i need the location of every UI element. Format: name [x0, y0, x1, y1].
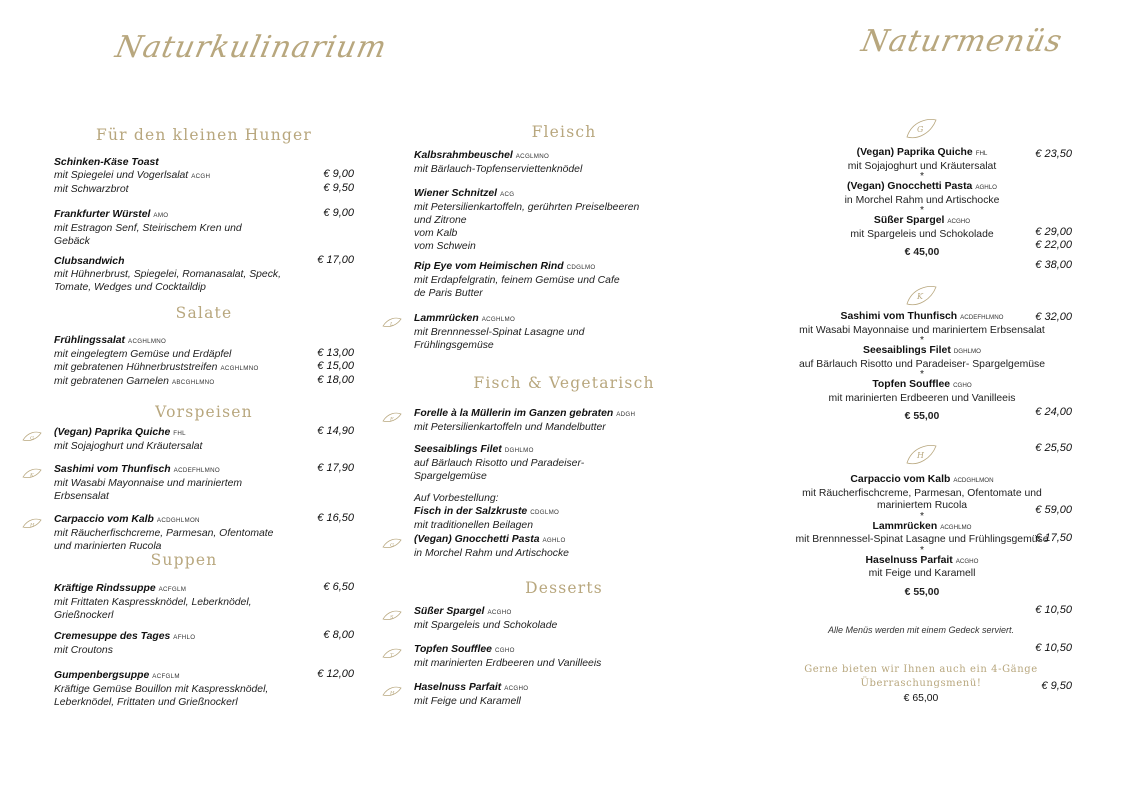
- course-description: mit Sojajoghurt und Kräutersalat: [847, 160, 997, 172]
- dish-description: mit gebratenen Garnelen: [54, 376, 169, 387]
- allergen-code: FHL: [173, 430, 186, 437]
- course-name: Lammrücken: [872, 520, 938, 532]
- svg-text:K: K: [30, 472, 34, 479]
- dish-description: mit Brennnessel-Spinat Lasagne und: [414, 327, 585, 338]
- title-naturmenues: Naturmenüs: [858, 24, 1066, 59]
- dish-price: € 23,50: [1035, 148, 1072, 160]
- dish-price: € 17,90: [317, 462, 354, 474]
- svg-text:T: T: [390, 652, 394, 659]
- allergen-code: ACGHO: [947, 218, 971, 225]
- dish-price: € 12,00: [317, 668, 354, 680]
- svg-text:F: F: [390, 416, 394, 423]
- menu-badge-icon: [904, 284, 938, 308]
- svg-text:K: K: [917, 292, 923, 301]
- dish-price: € 38,00: [1035, 259, 1072, 271]
- course-description: mit Feige und Karamell: [868, 568, 976, 579]
- course-name: (Vegan) Paprika Quiche: [856, 147, 973, 158]
- allergen-code: ACDEFHLMNO: [173, 467, 220, 474]
- dish-description: vom Kalb: [414, 228, 458, 239]
- section-salate: Salate: [175, 304, 233, 322]
- dish-description: mit marinierten Erdbeeren und Vanilleeis: [414, 658, 602, 669]
- menu-block: [780, 311, 1064, 424]
- dish-price: € 15,00: [317, 360, 354, 372]
- menu-price: € 55,00: [904, 586, 940, 598]
- course-description: mit marinierten Erdbeeren und Vanilleeis: [828, 392, 1016, 404]
- menu-course: [780, 345, 1064, 371]
- allergen-code: FHL: [975, 150, 988, 157]
- dish-price: € 29,00: [1035, 226, 1072, 238]
- course-name: (Vegan) Gnocchetti Pasta: [847, 181, 973, 192]
- allergen-code: ACDGHLMON: [953, 477, 994, 484]
- dish-name: Haselnuss Parfait: [414, 682, 502, 693]
- dish-description: Erbsensalat: [54, 491, 109, 502]
- dish-price: € 10,50: [1035, 604, 1072, 616]
- section-fisch: Fisch & Vegetarisch: [473, 374, 655, 392]
- dish-description: mit Wasabi Mayonnaise und mariniertem: [54, 478, 243, 489]
- dish-description: mit Sojajoghurt und Kräutersalat: [54, 441, 203, 452]
- dish-description: mit Bärlauch-Topfenserviettenknödel: [414, 164, 583, 175]
- dish-name: Kalbsrahmbeuschel: [414, 150, 513, 161]
- menu-badge-icon: [904, 443, 938, 467]
- menu-course: [780, 147, 1064, 173]
- menu-block: [780, 147, 1064, 260]
- dish-description: in Morchel Rahm und Artischocke: [414, 548, 569, 559]
- course-separator: *: [919, 205, 925, 216]
- dish-name: Schinken-Käse Toast: [54, 157, 159, 168]
- dish-name: Cremesuppe des Tages: [54, 631, 171, 642]
- leaf-icon: [382, 685, 402, 697]
- menu-course: [780, 311, 1064, 337]
- dish-price: € 22,00: [1035, 239, 1072, 251]
- allergen-code: ACGH: [191, 173, 211, 180]
- course-separator: *: [919, 369, 925, 380]
- leaf-icon: [22, 467, 42, 479]
- course-separator: *: [919, 544, 925, 556]
- dish-description: mit Räucherfischcreme, Parmesan, Ofentomate: [54, 528, 274, 539]
- dish-description: mit Frittaten Kaspressknödel, Leberknödel,: [54, 597, 252, 608]
- course-separator: *: [919, 510, 925, 522]
- dish-name: Sashimi vom Thunfisch: [54, 464, 171, 475]
- kleiner_hunger-item: [54, 156, 354, 196]
- menu-course: [780, 379, 1064, 405]
- dish-name: Fisch in der Salzkruste: [414, 506, 528, 517]
- dish-description: mit gebratenen Hühnerbruststreifen: [54, 362, 218, 373]
- section-suppen: Suppen: [150, 551, 218, 569]
- allergen-code: ACGHLMO: [940, 523, 972, 531]
- svg-text:L: L: [390, 321, 394, 328]
- leaf-icon: [22, 430, 42, 442]
- dish-price: € 25,50: [1035, 442, 1072, 454]
- dish-price: € 24,00: [1035, 406, 1072, 418]
- course-description: mit Räucherfischcreme, Parmesan, Ofentomate und mariniertem Rucola: [802, 487, 1042, 511]
- allergen-code: ACFGLM: [158, 586, 187, 593]
- allergen-code: ACGHO: [504, 685, 529, 692]
- dish-description: mit Croutons: [54, 645, 113, 656]
- dish-price: € 8,00: [323, 629, 354, 641]
- vorspeisen-item: [54, 463, 354, 503]
- allergen-code: ACG: [500, 191, 515, 198]
- dish-description: auf Bärlauch Risotto und Paradeiser-: [414, 458, 585, 469]
- suppen-item: [54, 669, 354, 709]
- dish-description: Grießnockerl: [54, 610, 114, 621]
- vorspeisen-item: [54, 426, 354, 453]
- dish-name: Kräftige Rindssuppe: [54, 583, 156, 594]
- dish-price: € 18,00: [317, 374, 354, 386]
- allergen-code: ACGLMNO: [515, 153, 550, 160]
- course-description: in Morchel Rahm und Artischocke: [844, 194, 1000, 206]
- allergen-code: ADGH: [616, 411, 636, 418]
- dish-description: mit Petersilienkartoffeln und Mandelbutter: [414, 422, 606, 433]
- menu-price: € 45,00: [904, 247, 940, 258]
- allergen-code: ACGHLMNO: [220, 365, 259, 372]
- leaf-icon: [382, 537, 402, 549]
- dish-description: mit Spiegelei und Vogerlsalat: [54, 170, 189, 181]
- allergen-code: ACGHLMNO: [128, 338, 167, 345]
- title-naturkulinarium: Naturkulinarium: [112, 30, 391, 65]
- offer-line-1: Gerne bieten wir Ihnen auch ein 4-Gänge: [804, 664, 1038, 675]
- course-name: Sashimi vom Thunfisch: [840, 311, 958, 322]
- course-separator: *: [919, 171, 925, 182]
- course-description: mit Spargeleis und Schokolade: [850, 228, 994, 240]
- offer-text: [790, 663, 1052, 691]
- dish-description: Gebäck: [54, 236, 90, 247]
- offer-price: € 65,00: [903, 693, 939, 704]
- course-description: auf Bärlauch Risotto und Paradeiser- Spargelgemüse: [798, 358, 1046, 370]
- menu-course: [780, 474, 1064, 513]
- allergen-code: CDGLMO: [566, 264, 596, 271]
- leaf-icon: [22, 517, 42, 529]
- dish-description: vom Schwein: [414, 241, 476, 252]
- svg-text:H: H: [30, 522, 35, 529]
- kleiner_hunger-item: [54, 208, 354, 248]
- allergen-code: ACDGHLMON: [156, 517, 200, 524]
- pre-order-note: Auf Vorbestellung:: [414, 493, 499, 504]
- allergen-code: ACGHO: [955, 557, 979, 565]
- dish-name: Lammrücken: [414, 313, 479, 324]
- course-name: Süßer Spargel: [873, 215, 945, 226]
- allergen-code: DGHLMO: [504, 447, 534, 454]
- dish-price: € 32,00: [1035, 311, 1072, 323]
- menu-course: [780, 215, 1064, 241]
- svg-text:G: G: [917, 125, 924, 134]
- allergen-code: ACDEFHLMNO: [960, 314, 1004, 321]
- course-name: Carpaccio vom Kalb: [850, 474, 951, 485]
- dish-description: mit Erdapfelgratin, feinem Gemüse und Cafe: [414, 275, 620, 286]
- dish-price: € 16,50: [317, 512, 354, 524]
- dish-description: mit Spargeleis und Schokolade: [414, 620, 558, 631]
- dish-description: mit traditionellen Beilagen: [414, 520, 533, 531]
- allergen-code: AGHLO: [975, 184, 997, 191]
- allergen-code: CGHO: [953, 382, 972, 389]
- allergen-code: ABCGHLMNO: [171, 379, 215, 386]
- dish-description: Tomate, Wedges und Cocktaildip: [54, 282, 206, 293]
- menu-course: [780, 555, 1064, 581]
- leaf-icon: [382, 647, 402, 659]
- dish-description: mit Schwarzbrot: [54, 184, 129, 195]
- section-vorspeisen: Vorspeisen: [155, 403, 253, 421]
- dish-description: mit Petersilienkartoffeln, gerührten Preiselbeeren: [414, 202, 640, 213]
- menu-course: [780, 181, 1064, 207]
- dish-price: € 13,00: [317, 347, 354, 359]
- dish-name: (Vegan) Gnocchetti Pasta: [414, 534, 540, 545]
- dish-description: Frühlingsgemüse: [414, 340, 494, 351]
- dish-description: und Zitrone: [414, 215, 467, 226]
- fleisch-item: [414, 259, 1072, 300]
- dish-name: Süßer Spargel: [414, 606, 485, 617]
- allergen-code: ACGHLMO: [481, 316, 516, 323]
- dish-name: Gumpenbergsuppe: [54, 670, 150, 681]
- dish-name: Carpaccio vom Kalb: [54, 514, 154, 525]
- course-separator: *: [919, 335, 925, 346]
- dish-description: de Paris Butter: [414, 288, 483, 299]
- salate-item: [54, 334, 354, 389]
- dish-description: mit Feige und Karamell: [414, 696, 521, 707]
- vorspeisen-item: [54, 513, 354, 553]
- dish-price: € 17,00: [317, 254, 354, 266]
- svg-text:S: S: [390, 614, 394, 621]
- dish-name: Clubsandwich: [54, 256, 125, 267]
- leaf-icon: [382, 316, 402, 328]
- dish-name: Forelle à la Müllerin im Ganzen gebraten: [414, 408, 614, 419]
- dish-description: und marinierten Rucola: [54, 541, 162, 552]
- dish-description: mit Hühnerbrust, Spiegelei, Romanasalat, Speck,: [54, 269, 281, 280]
- leaf-icon: [382, 609, 402, 621]
- dish-description: Kräftige Gemüse Bouillon mit Kaspressknödel,: [54, 684, 269, 695]
- allergen-code: DGHLMO: [953, 348, 981, 355]
- dish-price: € 10,50: [1035, 642, 1072, 654]
- section-kleiner-hunger: Für den kleinen Hunger: [95, 126, 312, 144]
- allergen-code: ACGHO: [487, 609, 512, 616]
- dish-price: € 9,50: [323, 182, 354, 194]
- dish-price: € 14,90: [317, 425, 354, 437]
- dish-price: € 9,00: [323, 168, 354, 180]
- leaf-icon: [382, 411, 402, 423]
- dish-name: Frühlingssalat: [54, 335, 126, 346]
- svg-text:G: G: [390, 542, 394, 549]
- offer-line-2: Überraschungsmenü!: [860, 678, 982, 689]
- course-name: Seesaiblings Filet: [863, 345, 951, 356]
- allergen-code: CGHO: [494, 647, 515, 654]
- dish-price: € 6,50: [323, 581, 354, 593]
- dish-price: € 59,00: [1035, 504, 1072, 516]
- course-description: mit Brennnessel-Spinat Lasagne und Frühlingsgemüse: [795, 534, 1049, 545]
- allergen-code: AFHLO: [173, 634, 196, 641]
- section-desserts: Desserts: [525, 579, 603, 597]
- dish-price: € 9,50: [1041, 680, 1072, 692]
- allergen-code: AMO: [153, 212, 169, 219]
- allergen-code: ACFGLM: [152, 673, 180, 680]
- allergen-code: CDGLMO: [530, 509, 560, 516]
- allergen-code: AGHLO: [542, 537, 566, 544]
- dish-name: (Vegan) Paprika Quiche: [54, 427, 171, 438]
- dish-name: Rip Eye vom Heimischen Rind: [414, 261, 564, 272]
- svg-text:H: H: [390, 690, 395, 697]
- dish-description: mit Estragon Senf, Steirischem Kren und: [54, 223, 242, 234]
- dish-name: Wiener Schnitzel: [414, 188, 498, 199]
- svg-text:H: H: [917, 451, 924, 460]
- dish-description: mit eingelegtem Gemüse und Erdäpfel: [54, 349, 232, 360]
- section-fleisch: Fleisch: [531, 123, 597, 141]
- dish-name: Frankfurter Würstel: [54, 209, 151, 220]
- menu-badge-icon: [904, 117, 938, 141]
- dish-description: Leberknödel, Frittaten und Grießnockerl: [54, 697, 238, 708]
- menu-block: [780, 474, 1064, 599]
- dish-price: € 9,00: [323, 207, 354, 219]
- menu-course: [780, 521, 1064, 547]
- menu-price: € 55,00: [904, 411, 940, 422]
- suppen-item: [54, 582, 354, 622]
- course-description: mit Wasabi Mayonnaise und mariniertem Erbsensalat: [799, 324, 1045, 336]
- suppen-item: [54, 630, 354, 657]
- dish-name: Topfen Soufflee: [414, 644, 492, 655]
- dish-description: Spargelgemüse: [414, 471, 487, 482]
- dish-name: Seesaiblings Filet: [414, 444, 502, 455]
- dish-price: € 17,50: [1035, 532, 1072, 544]
- kleiner_hunger-item: [54, 255, 354, 294]
- course-name: Topfen Soufflee: [872, 379, 951, 390]
- course-name: Haselnuss Parfait: [865, 554, 953, 566]
- svg-text:G: G: [30, 435, 34, 442]
- menu-note: Alle Menüs werden mit einem Gedeck serviert.: [827, 625, 1015, 635]
